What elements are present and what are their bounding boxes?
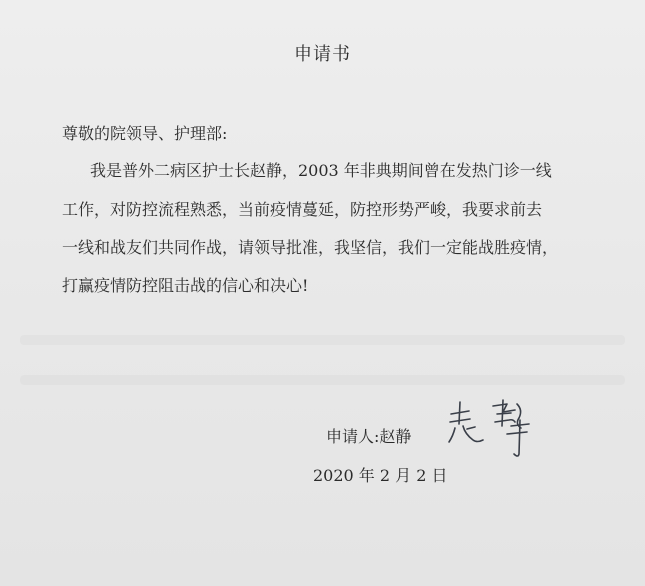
reverse-side-bleed-line [20,375,625,385]
body-line-3: 一线和战友们共同作战，请领导批准，我坚信，我们一定能战胜疫情， [62,238,559,257]
reverse-side-bleed-line [20,335,625,345]
handwritten-signature [445,392,535,462]
salutation: 尊敬的院领导、护理部: [62,124,228,143]
body-line-1: 我是普外二病区护士长赵静，2003 年非典期间曾在发热门诊一线 [90,161,552,180]
body-line-4: 打赢疫情防控阻击战的信心和决心! [62,276,309,295]
document-title: 申请书 [294,44,351,65]
applicant-label: 申请人:赵静 [326,427,412,446]
application-date: 2020 年 2 月 2 日 [313,466,448,485]
body-line-2: 工作，对防控流程熟悉，当前疫情蔓延，防控形势严峻，我要求前去 [62,200,543,219]
